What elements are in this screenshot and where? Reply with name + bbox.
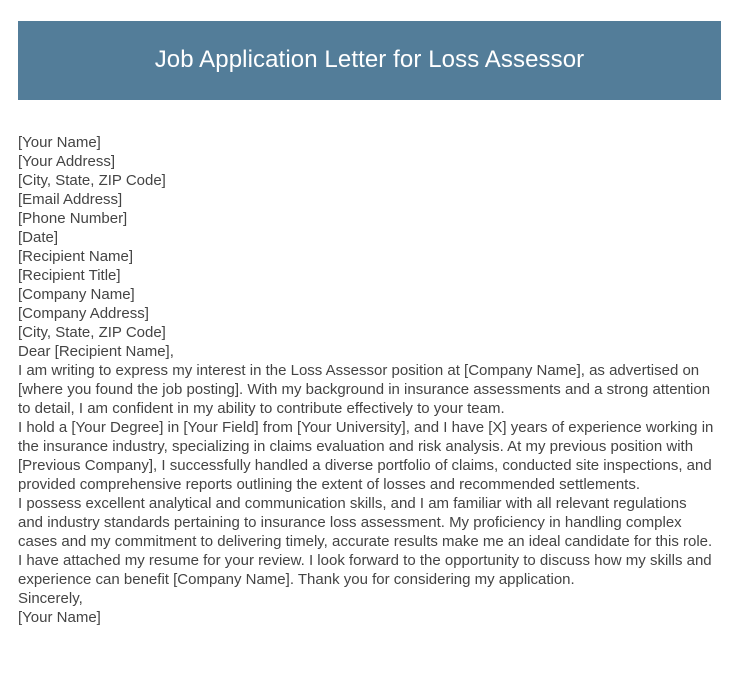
letter-body bbox=[18, 133, 714, 627]
address-line: [Company Name] bbox=[18, 286, 135, 303]
page-title: Job Application Letter for Loss Assessor bbox=[154, 46, 585, 74]
letter-paragraph: I hold a [Your Degree] in [Your Field] from [Your University], and I have [X] years of experience working in the insurance industry, specializing in claims evaluation and risk analysis. At my previous position with [Previous Company], I successfully handled a diverse portfolio of claims, conducted site inspections, and provided comprehensive reports outlining the extent of losses and recommended settlements. bbox=[18, 419, 714, 493]
address-line: [Phone Number] bbox=[18, 210, 128, 227]
address-line: [Recipient Title] bbox=[18, 267, 121, 284]
letter-paragraph: I possess excellent analytical and communication skills, and I am familiar with all relevant regulations and industry standards pertaining to insurance loss assessment. My proficiency in handling complex cases and my commitment to delivering timely, accurate results make me an ideal candidate for this role. bbox=[18, 495, 713, 550]
sender-recipient-address-block bbox=[18, 133, 714, 342]
address-line: [Email Address] bbox=[18, 191, 123, 208]
address-line: [Recipient Name] bbox=[18, 248, 134, 265]
address-line: [Your Address] bbox=[18, 153, 116, 170]
document-header-banner bbox=[18, 21, 721, 100]
address-line: [Your Name] bbox=[18, 134, 101, 151]
letter-paragraph: I have attached my resume for your review. I look forward to the opportunity to discuss how my skills and experience can benefit [Company Name]. Thank you for considering my application. bbox=[18, 552, 712, 588]
closing-salutation: Sincerely, bbox=[18, 590, 83, 607]
salutation: Dear [Recipient Name], bbox=[18, 343, 174, 360]
address-line: [City, State, ZIP Code] bbox=[18, 324, 166, 341]
address-line: [Date] bbox=[18, 229, 59, 246]
address-line: [City, State, ZIP Code] bbox=[18, 172, 166, 189]
signature-name: [Your Name] bbox=[18, 609, 101, 626]
address-line: [Company Address] bbox=[18, 305, 149, 322]
letter-paragraph: I am writing to express my interest in the Loss Assessor position at [Company Name], as advertised on [where you found the job posting]. With my background in insurance assessments and a strong attention to detail, I am confident in my ability to contribute effectively to your team. bbox=[18, 362, 711, 417]
